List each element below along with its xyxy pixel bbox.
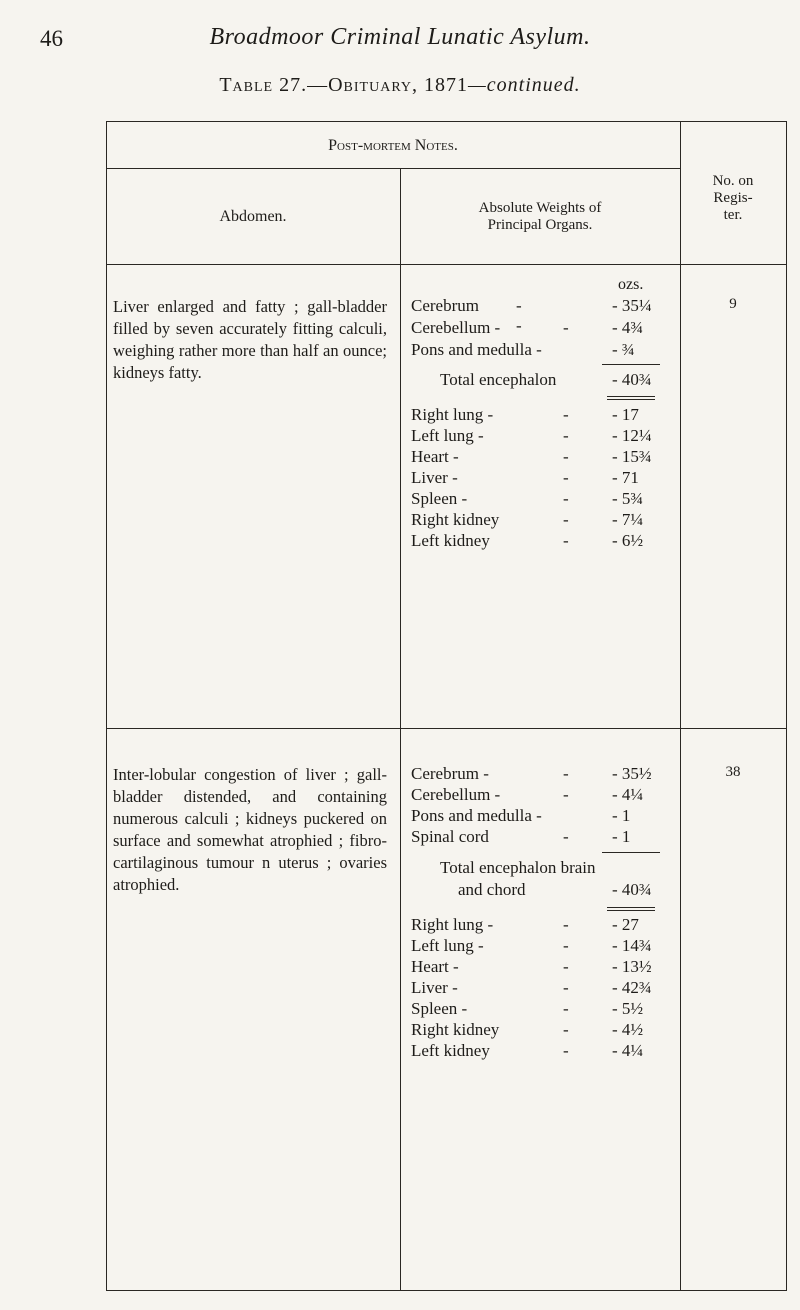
organ-dash: - <box>563 489 569 508</box>
organ-dash: - <box>563 426 569 445</box>
page-number: 46 <box>40 26 63 51</box>
organ-dash: - <box>563 1020 569 1039</box>
organ-name: Liver - <box>411 468 458 487</box>
organ-dash: - <box>563 764 569 783</box>
organ-name: Left kidney <box>411 1041 490 1060</box>
organ-name: Liver - <box>411 978 458 997</box>
organ-value: - 7¼ <box>612 510 644 529</box>
col-register-header <box>680 173 786 224</box>
organ-dash: - <box>563 405 569 424</box>
organ-value: - 5¾ <box>612 489 644 508</box>
group-header: Post-mortem Notes. <box>328 137 458 154</box>
organ-dash: - <box>563 936 569 955</box>
organ-value: - 35¼ <box>612 296 652 315</box>
table-title-suffix: —continued. <box>468 74 581 96</box>
total-value: - 40¾ <box>612 370 652 389</box>
rule-group-header <box>106 168 680 169</box>
organ-name: Cerebrum - <box>411 764 489 783</box>
entry-2-total-rule-a <box>607 907 655 908</box>
organ-name: Right lung - <box>411 915 494 934</box>
col-register-line3: ter. <box>723 207 743 223</box>
organ-name: Right kidney <box>411 510 500 529</box>
entry-1-register: 9 <box>729 296 737 312</box>
rule-entry-separator <box>106 728 787 729</box>
table-title <box>0 74 800 97</box>
organ-value: - 5½ <box>612 999 644 1018</box>
organ-dash: - <box>563 957 569 976</box>
organ-dash: - <box>563 468 569 487</box>
organ-dash: - <box>563 318 569 337</box>
organ-name: Right lung - <box>411 405 494 424</box>
organ-name: Heart - <box>411 447 459 466</box>
entry-2-register: 38 <box>725 764 741 780</box>
units-label: ozs. <box>618 276 644 293</box>
organ-value: - 42¾ <box>612 978 652 997</box>
organ-value: - 71 <box>612 468 639 487</box>
total-label: Total encephalon <box>440 370 557 389</box>
rule-header-bottom <box>106 264 787 265</box>
organ-value: - 4¼ <box>612 1041 644 1060</box>
col-abdomen-header: Abdomen. <box>219 208 287 225</box>
total-value: - 40¾ <box>612 880 652 899</box>
rule-left <box>106 121 107 1291</box>
organ-value: - 1 <box>612 806 631 825</box>
col-register-line1: No. on <box>712 173 754 189</box>
organ-value: - 14¾ <box>612 936 652 955</box>
organ-value: - 17 <box>612 405 639 424</box>
organ-value: - 4¾ <box>612 318 644 337</box>
organ-dash: - <box>563 785 569 804</box>
organ-value: - 1 <box>612 827 631 846</box>
organ-dash: - <box>563 827 569 846</box>
organ-value: - 13½ <box>612 957 652 976</box>
entry-1-abdomen: Liver enlarged and fatty ; gall-bladder filled by seven accurately fitting calculi, weighing rather more than half an ounce; kidneys fatty. <box>113 297 387 382</box>
organ-name: Pons and medulla - <box>411 340 542 359</box>
col-register-line2: Regis- <box>713 190 753 206</box>
organ-value: - 4½ <box>612 1020 644 1039</box>
organ-name: Left lung - <box>411 426 484 445</box>
col-weights-line1: Absolute Weights of <box>478 200 602 216</box>
organ-dash: - <box>563 915 569 934</box>
col-weights-header <box>400 200 680 234</box>
organ-dash: - <box>563 447 569 466</box>
table-title-dash: — <box>307 74 329 96</box>
rule-top <box>106 121 787 122</box>
organ-value: - ¾ <box>612 340 635 359</box>
organ-dash: - <box>563 510 569 529</box>
organ-dash: - <box>563 978 569 997</box>
organ-dash: - <box>563 999 569 1018</box>
organ-value: - 35½ <box>612 764 652 783</box>
organ-dash: - - <box>516 296 522 335</box>
table-title-prefix: Table 27. <box>219 74 308 96</box>
running-head: Broadmoor Criminal Lunatic Asylum. <box>209 24 591 50</box>
table-title-main: Obituary, 1871 <box>328 74 469 96</box>
organ-value: - 12¼ <box>612 426 652 445</box>
entry-2-total-rule-b <box>607 910 655 911</box>
organ-name: Spinal cord <box>411 827 489 846</box>
entry-1-subtotal-rule <box>602 364 660 365</box>
rule-right <box>786 121 787 1291</box>
organ-name: Pons and medulla - <box>411 806 542 825</box>
rule-bottom <box>106 1290 787 1291</box>
total-label: Total encephalon brain <box>440 858 596 877</box>
organ-name: Left kidney <box>411 531 490 550</box>
organ-value: - 27 <box>612 915 639 934</box>
entry-1-total-rule-b <box>607 399 655 400</box>
organ-dash: - <box>563 1041 569 1060</box>
organ-name: Heart - <box>411 957 459 976</box>
organ-name: Cerebellum - <box>411 785 501 804</box>
col-weights-line2: Principal Organs. <box>487 217 593 233</box>
organ-dash: - <box>563 531 569 550</box>
organ-value: - 4¼ <box>612 785 644 804</box>
entry-2-subtotal-rule <box>602 852 660 853</box>
organ-name: Spleen - <box>411 489 468 508</box>
organ-name: Right kidney <box>411 1020 500 1039</box>
organ-value: - 6½ <box>612 531 644 550</box>
organ-name: Spleen - <box>411 999 468 1018</box>
organ-name: Cerebellum - <box>411 318 501 337</box>
total-label-line2: and chord <box>458 880 526 899</box>
organ-value: - 15¾ <box>612 447 652 466</box>
organ-name: Left lung - <box>411 936 484 955</box>
entry-2-abdomen: Inter-lobular congestion of liver ; gall-bladder distended, and containing numerous calculi ; kidneys puckered on surface and somewhat atrophied ; fibro-cartilaginous tumour n uterus ; ovaries atrophied. <box>113 765 387 894</box>
organ-name: Cerebrum <box>411 296 479 315</box>
entry-1-total-rule-a <box>607 396 655 397</box>
rule-weights <box>400 168 401 1291</box>
